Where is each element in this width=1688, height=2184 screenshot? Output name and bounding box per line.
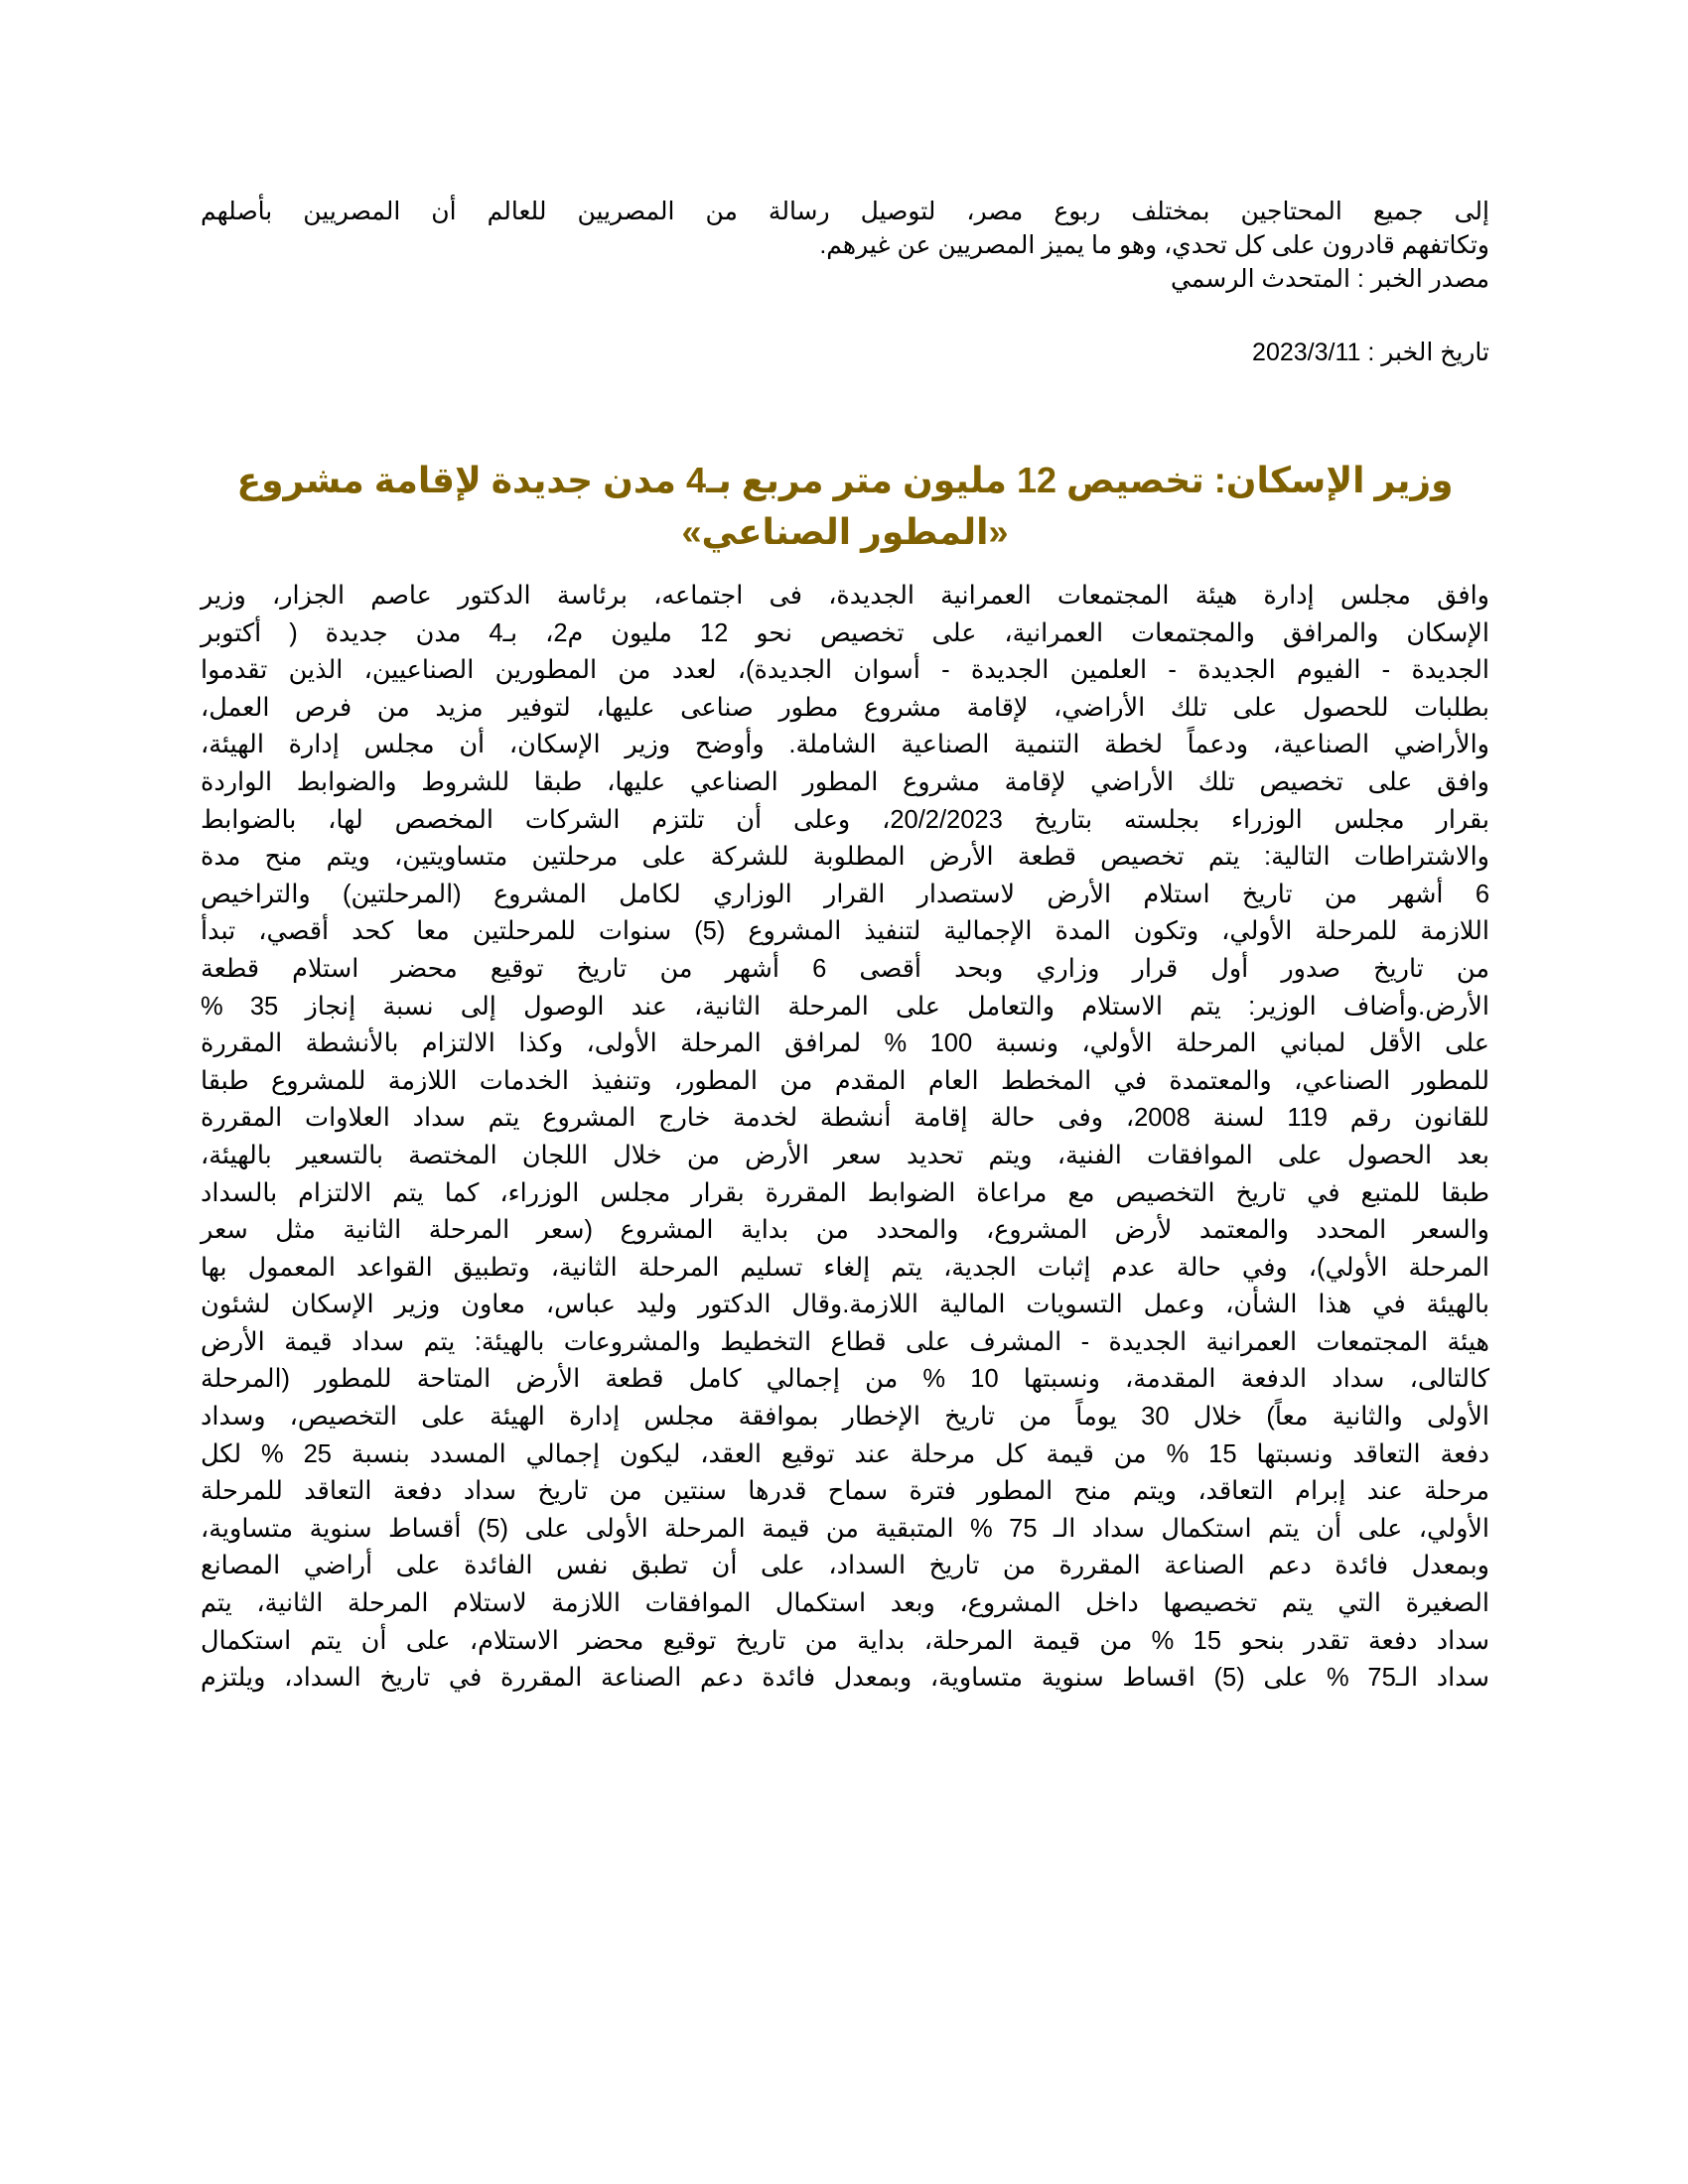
body-line: اللازمة للمرحلة الأولي، وتكون المدة الإجمالية لتنفيذ المشروع (5) سنوات للمرحلتين معا كحد أقصي، تبدأ bbox=[201, 917, 1489, 946]
body-line: سداد الـ75 % على (5) اقساط سنوية متساوية، وبمعدل فائدة دعم الصناعة المقررة في تاريخ السداد، ويلتزم bbox=[201, 1664, 1489, 1693]
body-line: وافق مجلس إدارة هيئة المجتمعات العمرانية الجديدة، فى اجتماعه، برئاسة الدكتور عاصم الجزار، وزير bbox=[201, 582, 1489, 610]
body-line: والأراضي الصناعية، ودعماً لخطة التنمية الصناعية الشاملة. وأوضح وزير الإسكان، أن مجلس إدارة الهيئة، bbox=[201, 731, 1489, 759]
body-line: سداد دفعة تقدر بنحو 15 % من قيمة المرحلة، بداية من تاريخ توقيع محضر الاستلام، على أن يتم استكمال bbox=[201, 1626, 1489, 1655]
article-title-line: وزير الإسكان: تخصيص 12 مليون متر مربع بـ4 مدن جديدة لإقامة مشروع bbox=[236, 460, 1454, 500]
body-line: الصغيرة التي يتم تخصيصها داخل المشروع، وبعد استكمال الموافقات اللازمة لاستلام المرحلة الثانية، يتم bbox=[201, 1589, 1489, 1618]
body-line: وافق على تخصيص تلك الأراضي لإقامة مشروع المطور الصناعي عليها، طبقا للشروط والضوابط الواردة bbox=[201, 767, 1489, 796]
body-line: المرحلة الأولي)، وفي حالة عدم إثبات الجدية، يتم إلغاء تسليم المرحلة الثانية، وتطبيق القواعد المعمول بها bbox=[201, 1253, 1489, 1282]
document-page bbox=[201, 195, 1489, 1698]
body-line: على الأقل لمباني المرحلة الأولي، ونسبة 100 % لمرافق المرحلة الأولى، وكذا الالتزام بالأنشطة المقررة bbox=[201, 1029, 1489, 1058]
article-body bbox=[201, 578, 1489, 1698]
intro-line: وتكاتفهم قادرون على كل تحدي، وهو ما يميز المصريين عن غيرهم. bbox=[819, 231, 1489, 259]
intro-line: إلى جميع المحتاجين بمختلف ربوع مصر، لتوصيل رسالة من المصريين للعالم أن المصريين بأصلهم bbox=[201, 198, 1489, 225]
body-line: الإسكان والمرافق والمجتمعات العمرانية، على تخصيص نحو 12 مليون م2، بـ4 مدن جديدة ( أكتوبر bbox=[201, 618, 1489, 647]
news-date-label: تاريخ الخبر : bbox=[1367, 339, 1489, 366]
body-line: بالهيئة في هذا الشأن، وعمل التسويات المالية اللازمة.وقال الدكتور وليد عباس، معاون وزير الإسكان لشئون bbox=[201, 1291, 1489, 1319]
article-title-line: «المطور الصناعي» bbox=[681, 511, 1009, 552]
body-line: والاشتراطات التالية: يتم تخصيص قطعة الأرض المطلوبة للشركة على مرحلتين متساويتين، ويتم منح مدة bbox=[201, 843, 1489, 872]
body-line: للقانون رقم 119 لسنة 2008، وفى حالة إقامة أنشطة لخدمة خارج المشروع يتم سداد العلاوات المقررة bbox=[201, 1104, 1489, 1133]
body-line: وبمعدل فائدة دعم الصناعة المقررة من تاريخ السداد، على أن تطبق نفس الفائدة على أراضي المصانع bbox=[201, 1552, 1489, 1580]
body-line: مرحلة عند إبرام التعاقد، ويتم منح المطور فترة سماح قدرها سنتين من تاريخ سداد دفعة التعاقد للمرحلة bbox=[201, 1477, 1489, 1506]
body-line: بعد الحصول على الموافقات الفنية، ويتم تحديد سعر الأرض من خلال اللجان المختصة بالتسعير بالهيئة، bbox=[201, 1141, 1489, 1169]
news-date bbox=[201, 336, 1489, 369]
news-date-value: 2023/3/11 bbox=[1252, 339, 1361, 366]
body-line: والسعر المحدد والمعتمد لأرض المشروع، والمحدد من بداية المشروع (سعر المرحلة الثانية مثل سعر bbox=[201, 1216, 1489, 1245]
body-line: الأولي، على أن يتم استكمال سداد الـ 75 % المتبقية من قيمة المرحلة الأولى على (5) أقساط سنوية متساوية، bbox=[201, 1514, 1490, 1543]
body-line: هيئة المجتمعات العمرانية الجديدة - المشرف على قطاع التخطيط والمشروعات بالهيئة: يتم سداد قيمة الأرض bbox=[201, 1327, 1489, 1356]
body-line: من تاريخ صدور أول قرار وزاري وبحد أقصى 6 أشهر من تاريخ توقيع محضر استلام قطعة bbox=[201, 954, 1490, 983]
body-line: للمطور الصناعي، والمعتمدة في المخطط العام المقدم من المطور، وتنفيذ الخدمات اللازمة للمشروع طبقا bbox=[201, 1066, 1489, 1095]
body-line: كالتالى، سداد الدفعة المقدمة، ونسبتها 10 % من إجمالي كامل قطعة الأرض المتاحة للمطور (المرحلة bbox=[201, 1365, 1489, 1394]
news-source: مصدر الخبر : المتحدث الرسمي bbox=[1171, 265, 1489, 293]
body-line: بطلبات للحصول على تلك الأراضي، لإقامة مشروع مطور صناعى عليها، لتوفير مزيد من فرص العمل، bbox=[201, 693, 1489, 722]
body-line: بقرار مجلس الوزراء بجلسته بتاريخ 20/2/2023، وعلى أن تلتزم الشركات المخصص لها، بالضوابط bbox=[201, 805, 1489, 834]
body-line: الأرض.وأضاف الوزير: يتم الاستلام والتعامل على المرحلة الثانية، عند الوصول إلى نسبة إنجاز 35 % bbox=[201, 992, 1489, 1021]
body-line: 6 أشهر من تاريخ استلام الأرض لاستصدار القرار الوزاري لكامل المشروع (المرحلتين) والتراخيص bbox=[201, 880, 1489, 908]
body-line: طبقا للمتبع في تاريخ التخصيص مع مراعاة الضوابط المقررة بقرار مجلس الوزراء، كما يتم الالتزام بالسداد bbox=[201, 1178, 1489, 1207]
body-line: دفعة التعاقد ونسبتها 15 % من قيمة كل مرحلة عند توقيع العقد، ليكون إجمالي المسدد بنسبة 25 % لكل bbox=[201, 1439, 1489, 1468]
body-line: الجديدة - الفيوم الجديدة - العلمين الجديدة - أسوان الجديدة)، لعدد من المطورين الصناعيين، الذين تقدموا bbox=[201, 656, 1489, 685]
body-line: الأولى والثانية معاً) خلال 30 يوماً من تاريخ الإخطار بموافقة مجلس إدارة الهيئة على التخصيص، وسداد bbox=[201, 1403, 1489, 1432]
intro-section bbox=[201, 195, 1489, 369]
article-title bbox=[201, 455, 1489, 558]
